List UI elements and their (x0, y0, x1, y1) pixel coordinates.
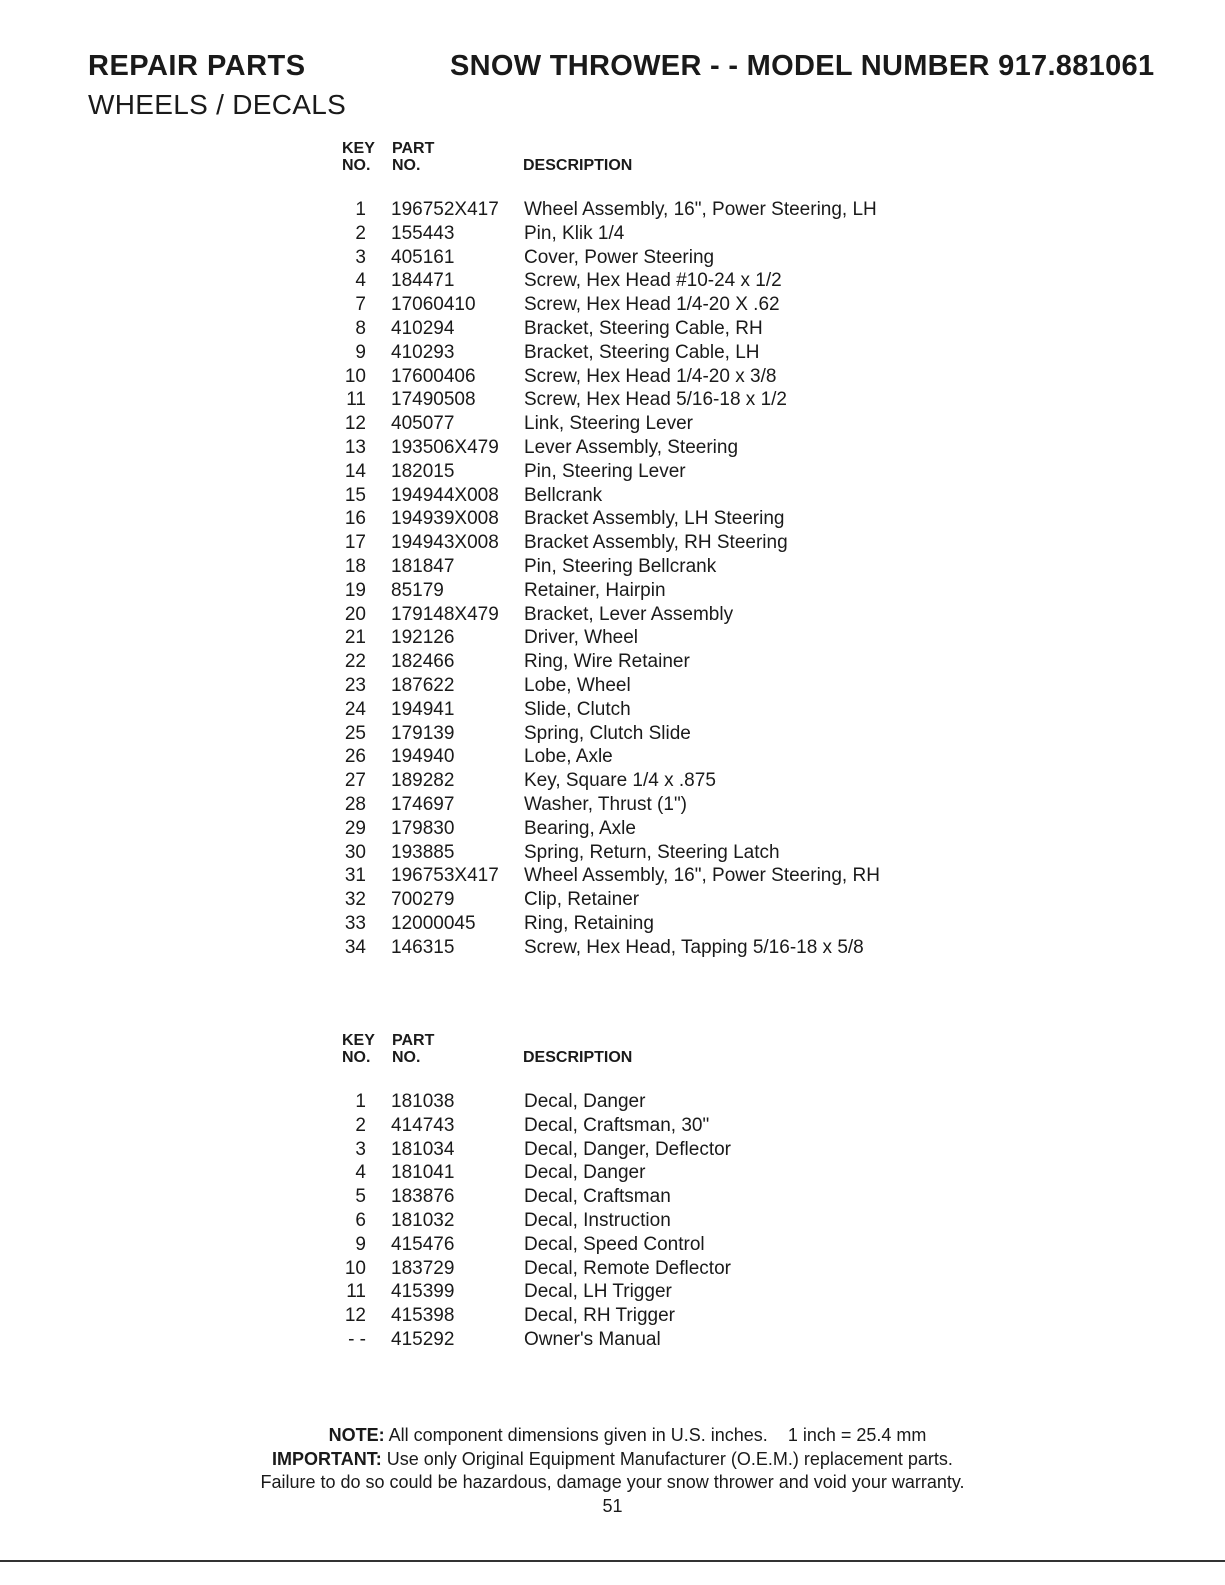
part-number: 183876 (391, 1186, 455, 1208)
part-number: 155443 (391, 222, 455, 244)
table-row (340, 508, 1040, 532)
table-row (340, 342, 1040, 366)
table-row (340, 1115, 1040, 1139)
table-row (340, 366, 1040, 390)
table-row (340, 865, 1040, 889)
part-number: 194939X008 (391, 508, 499, 530)
key-number: 20 (344, 603, 366, 625)
table-row (340, 723, 1040, 747)
table-row (340, 1329, 1040, 1353)
part-number: 196753X417 (391, 865, 499, 887)
part-number: 187622 (391, 674, 455, 696)
key-number: 6 (355, 1209, 366, 1231)
part-number: 183729 (391, 1257, 455, 1279)
part-description: Bracket Assembly, RH Steering (524, 532, 788, 554)
part-number: 174697 (391, 793, 455, 815)
key-number: 14 (344, 460, 366, 482)
key-number: 8 (355, 317, 366, 339)
note-line (0, 1424, 1225, 1448)
part-description: Screw, Hex Head, Tapping 5/16-18 x 5/8 (524, 936, 864, 958)
page-section-title: REPAIR PARTS (88, 50, 306, 82)
table-row (340, 937, 1040, 961)
decals-rows (340, 1091, 1040, 1353)
part-number: 17600406 (391, 365, 476, 387)
table-row (340, 223, 1040, 247)
key-number: 31 (344, 865, 366, 887)
part-number: 181041 (391, 1162, 455, 1184)
table-row (340, 818, 1040, 842)
key-number: 10 (344, 365, 366, 387)
key-number: 26 (344, 746, 366, 768)
wheels-parts-table (340, 140, 1040, 961)
key-number: 19 (344, 579, 366, 601)
key-number: 28 (344, 793, 366, 815)
part-description: Decal, Craftsman (524, 1186, 671, 1208)
part-number: 194940 (391, 746, 455, 768)
table-row (340, 580, 1040, 604)
part-description: Retainer, Hairpin (524, 579, 666, 601)
part-description: Decal, Instruction (524, 1209, 671, 1231)
table-row (340, 1210, 1040, 1234)
part-description: Clip, Retainer (524, 889, 640, 911)
part-number: 410293 (391, 341, 455, 363)
part-description: Bearing, Axle (524, 817, 636, 839)
decals-parts-table (340, 1032, 1040, 1353)
table-row (340, 1258, 1040, 1282)
key-number: 34 (344, 936, 366, 958)
part-number: 196752X417 (391, 199, 499, 220)
model-heading (450, 50, 1154, 83)
part-number: 410294 (391, 317, 455, 339)
part-description: Screw, Hex Head 5/16-18 x 1/2 (524, 389, 787, 411)
part-number: 17490508 (391, 389, 476, 411)
key-number: 33 (344, 912, 366, 934)
part-description: Ring, Retaining (524, 912, 654, 934)
table-row (340, 699, 1040, 723)
page-subtitle: WHEELS / DECALS (88, 89, 347, 120)
table-row (340, 1162, 1040, 1186)
key-number: 7 (355, 294, 366, 316)
wheels-rows (340, 199, 1040, 961)
model-number: 917.881061 (998, 50, 1155, 82)
part-number: 194943X008 (391, 532, 499, 554)
key-number: 16 (344, 508, 366, 530)
part-number: 182015 (391, 460, 455, 482)
part-header-line2: NO. (392, 157, 421, 174)
model-heading-prefix: SNOW THROWER - - MODEL NUMBER (450, 50, 990, 82)
part-number: 181847 (391, 555, 455, 577)
part-number: 415399 (391, 1281, 455, 1303)
part-number: 700279 (391, 889, 455, 911)
part-number: 193885 (391, 841, 455, 863)
part-description: Pin, Steering Bellcrank (524, 555, 717, 577)
key-number: 32 (344, 889, 366, 911)
table-row (340, 913, 1040, 937)
page-number: 51 (602, 1495, 623, 1516)
key-number: 9 (355, 341, 366, 363)
part-description: Spring, Clutch Slide (524, 722, 691, 744)
key-number: 17 (344, 532, 366, 554)
table-row (340, 675, 1040, 699)
part-number: 405077 (391, 413, 455, 435)
table-row (340, 1305, 1040, 1329)
part-description: Screw, Hex Head 1/4-20 x 3/8 (524, 365, 777, 387)
table-row (340, 1281, 1040, 1305)
key-number: 13 (344, 436, 366, 458)
key-number: 30 (344, 841, 366, 863)
part-number: 193506X479 (391, 436, 499, 458)
table-row (340, 794, 1040, 818)
table-row (340, 247, 1040, 271)
key-number: 22 (344, 651, 366, 673)
table-row (340, 199, 1040, 223)
table-row (340, 318, 1040, 342)
part-description: Screw, Hex Head 1/4-20 X .62 (524, 294, 780, 316)
part-number: 182466 (391, 651, 455, 673)
key-number: 9 (355, 1233, 366, 1255)
table-row (340, 770, 1040, 794)
part-description: Decal, Remote Deflector (524, 1257, 731, 1279)
warning-line: Failure to do so could be hazardous, damage your snow thrower and void your warranty. (260, 1472, 965, 1492)
part-description: Bracket, Steering Cable, LH (524, 341, 760, 363)
key-number: 11 (346, 389, 366, 411)
part-description: Spring, Return, Steering Latch (524, 841, 780, 863)
table-row (340, 746, 1040, 770)
key-number: 4 (355, 1162, 366, 1184)
key-header-line1: KEY (342, 140, 375, 157)
part-description: Decal, Danger (524, 1162, 646, 1184)
key-number: 4 (355, 270, 366, 292)
description-header: DESCRIPTION (523, 1049, 633, 1066)
important-label: IMPORTANT: (272, 1448, 382, 1469)
part-number: 192126 (391, 627, 455, 649)
part-description: Lobe, Wheel (524, 674, 631, 696)
key-number: - - (348, 1328, 366, 1350)
part-description: Pin, Klik 1/4 (524, 222, 625, 244)
bottom-divider (0, 1560, 1225, 1562)
part-description: Pin, Steering Lever (524, 460, 686, 482)
table-row (340, 556, 1040, 580)
table-header (340, 140, 1040, 184)
notes-block (0, 1424, 1225, 1518)
key-number: 11 (346, 1281, 366, 1303)
part-number: 415476 (391, 1233, 455, 1255)
part-description: Bracket, Lever Assembly (524, 603, 734, 625)
key-number: 27 (344, 770, 366, 792)
table-row (340, 294, 1040, 318)
table-row (340, 389, 1040, 413)
table-row (340, 1186, 1040, 1210)
part-description: Washer, Thrust (1") (524, 793, 688, 815)
key-number: 1 (355, 1091, 366, 1112)
key-number: 24 (344, 698, 366, 720)
part-description: Bracket Assembly, LH Steering (524, 508, 785, 530)
part-description: Decal, Danger (524, 1091, 646, 1112)
table-row (340, 485, 1040, 509)
part-description: Bellcrank (524, 484, 603, 506)
part-description: Decal, LH Trigger (524, 1281, 672, 1303)
part-number: 184471 (391, 270, 455, 292)
part-description: Decal, Speed Control (524, 1233, 705, 1255)
key-number: 3 (355, 1138, 366, 1160)
part-description: Slide, Clutch (524, 698, 631, 720)
part-header-line1: PART (392, 1032, 435, 1049)
part-description: Owner's Manual (524, 1328, 661, 1350)
part-number: 181034 (391, 1138, 455, 1160)
description-header: DESCRIPTION (523, 157, 633, 174)
key-number: 10 (344, 1257, 366, 1279)
part-description: Decal, Danger, Deflector (524, 1138, 731, 1160)
part-description: Wheel Assembly, 16", Power Steering, LH (524, 199, 877, 220)
part-header-line2: NO. (392, 1049, 421, 1066)
part-description: Decal, Craftsman, 30" (524, 1114, 710, 1136)
part-number: 415292 (391, 1328, 455, 1350)
part-description: Lever Assembly, Steering (524, 436, 739, 458)
key-number: 2 (355, 222, 366, 244)
key-number: 1 (355, 199, 366, 220)
table-row (340, 627, 1040, 651)
key-header-line2: NO. (342, 157, 371, 174)
note-label: NOTE: (328, 1425, 385, 1445)
table-row (340, 604, 1040, 628)
part-description: Wheel Assembly, 16", Power Steering, RH (524, 865, 880, 887)
part-description: Ring, Wire Retainer (524, 651, 690, 673)
part-number: 146315 (391, 936, 455, 958)
part-number: 85179 (391, 579, 444, 601)
key-number: 23 (344, 674, 366, 696)
part-description: Decal, RH Trigger (524, 1305, 675, 1327)
part-header-line1: PART (392, 140, 435, 157)
table-row (340, 270, 1040, 294)
table-row (340, 1234, 1040, 1258)
part-number: 414743 (391, 1114, 455, 1136)
note-text: All component dimensions given in U.S. inches. 1 inch = 25.4 mm (384, 1425, 927, 1445)
important-text: Use only Original Equipment Manufacturer (O.E.M.) replacement parts. (381, 1448, 953, 1469)
part-number: 179830 (391, 817, 455, 839)
part-description: Screw, Hex Head #10-24 x 1/2 (524, 270, 782, 292)
key-number: 25 (344, 722, 366, 744)
part-number: 194944X008 (391, 484, 499, 506)
part-number: 179148X479 (391, 603, 499, 625)
part-number: 181032 (391, 1209, 455, 1231)
key-number: 18 (344, 555, 366, 577)
part-number: 415398 (391, 1305, 455, 1327)
key-header-line2: NO. (342, 1049, 371, 1066)
key-number: 12 (344, 413, 366, 435)
part-description: Cover, Power Steering (524, 246, 715, 268)
part-description: Driver, Wheel (524, 627, 639, 649)
part-description: Key, Square 1/4 x .875 (524, 770, 716, 792)
part-number: 179139 (391, 722, 455, 744)
key-number: 21 (344, 627, 366, 649)
table-row (340, 1139, 1040, 1163)
table-row (340, 437, 1040, 461)
important-line (0, 1448, 1225, 1472)
part-number: 17060410 (391, 294, 476, 316)
table-row (340, 889, 1040, 913)
part-description: Link, Steering Lever (524, 413, 693, 435)
table-row (340, 413, 1040, 437)
part-number: 189282 (391, 770, 455, 792)
part-number: 12000045 (391, 912, 476, 934)
part-description: Bracket, Steering Cable, RH (524, 317, 763, 339)
table-row (340, 1091, 1040, 1115)
table-row (340, 842, 1040, 866)
part-number: 405161 (391, 246, 455, 268)
key-number: 12 (344, 1305, 366, 1327)
table-row (340, 532, 1040, 556)
part-description: Lobe, Axle (524, 746, 613, 768)
key-number: 29 (344, 817, 366, 839)
part-number: 181038 (391, 1091, 455, 1112)
key-number: 2 (355, 1114, 366, 1136)
table-header (340, 1032, 1040, 1076)
key-number: 15 (344, 484, 366, 506)
table-row (340, 461, 1040, 485)
key-number: 3 (355, 246, 366, 268)
key-header-line1: KEY (342, 1032, 375, 1049)
part-number: 194941 (391, 698, 455, 720)
key-number: 5 (355, 1186, 366, 1208)
table-row (340, 651, 1040, 675)
